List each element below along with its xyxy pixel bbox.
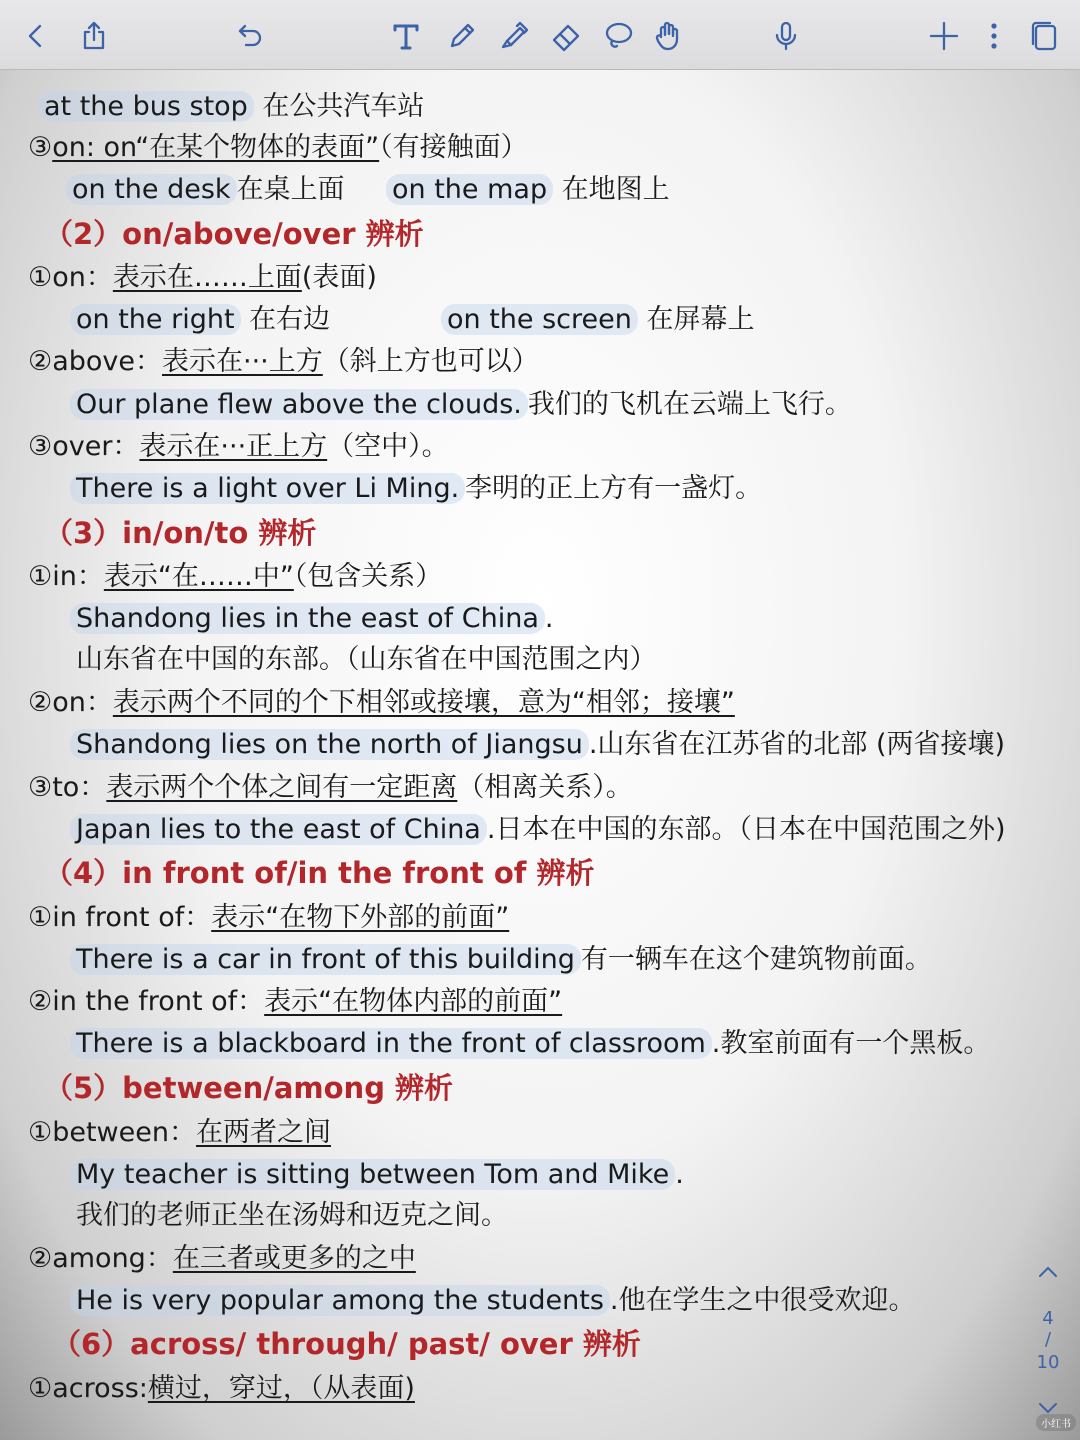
note-line: ③to：表示两个个体之间有一定距离（相离关系）。 bbox=[28, 772, 633, 803]
more-button[interactable] bbox=[976, 18, 1012, 54]
section-heading: （5）between/among 辨析 bbox=[44, 1071, 454, 1105]
note-line: ①between：在两者之间 bbox=[28, 1117, 331, 1148]
highlighter-tool-button[interactable] bbox=[496, 18, 532, 54]
note-line: There is a blackboard in the front of classroom .教室前面有一个黑板。 bbox=[76, 1027, 990, 1061]
eraser-icon bbox=[550, 20, 582, 52]
pen-tool-button[interactable] bbox=[444, 18, 480, 54]
note-line: ②in the front of：表示“在物体内部的前面” bbox=[28, 986, 563, 1017]
plus-icon bbox=[928, 20, 960, 52]
note-line: ①on：表示在……上面(表面) bbox=[28, 262, 377, 293]
text-tool-icon bbox=[390, 20, 422, 52]
section-heading: （2）on/above/over 辨析 bbox=[44, 217, 424, 251]
note-line: ①in：表示“在……中”（包含关系） bbox=[28, 561, 443, 592]
note-line: on the screen 在屏幕上 bbox=[447, 303, 754, 337]
pages-icon bbox=[1028, 20, 1060, 52]
note-line: Shandong lies on the north of Jiangsu .山东省在江苏省的北部 (两省接壤) bbox=[76, 728, 1005, 762]
more-icon bbox=[978, 20, 1010, 52]
hand-tool-button[interactable] bbox=[650, 18, 686, 54]
note-line: He is very popular among the students .他在学生之中很受欢迎。 bbox=[76, 1284, 916, 1318]
eraser-tool-button[interactable] bbox=[548, 18, 584, 54]
note-line: There is a light over Li Ming. 李明的正上方有一盏灯。 bbox=[76, 472, 762, 506]
page-total: 10 bbox=[1036, 1352, 1060, 1373]
note-line: ②among：在三者或更多的之中 bbox=[28, 1243, 416, 1274]
lasso-icon bbox=[602, 20, 634, 52]
note-line: on the right 在右边 bbox=[76, 303, 330, 337]
back-button[interactable] bbox=[18, 18, 54, 54]
section-heading: （3）in/on/to 辨析 bbox=[44, 516, 317, 550]
microphone-button[interactable] bbox=[768, 18, 804, 54]
note-line: ②on：表示两个不同的个下相邻或接壤，意为“相邻；接壤” bbox=[28, 687, 735, 718]
app-toolbar bbox=[0, 0, 1080, 70]
note-line: Shandong lies in the east of China . bbox=[76, 602, 553, 636]
page-separator: / bbox=[1044, 1329, 1052, 1350]
note-line: ②above：表示在···上方（斜上方也可以） bbox=[28, 346, 539, 377]
note-line: ①across:横过，穿过，（从表面) bbox=[28, 1373, 415, 1404]
chevron-up-icon bbox=[1038, 1266, 1058, 1278]
chevron-down-icon bbox=[1038, 1402, 1058, 1414]
undo-button[interactable] bbox=[232, 18, 268, 54]
section-heading: （6）across/ through/ past/ over 辨析 bbox=[52, 1327, 641, 1361]
chevron-left-icon bbox=[20, 20, 52, 52]
text-tool-button[interactable] bbox=[388, 18, 424, 54]
note-line: 我们的老师正坐在汤姆和迈克之间。 bbox=[76, 1200, 508, 1231]
pages-button[interactable] bbox=[1026, 18, 1062, 54]
lasso-tool-button[interactable] bbox=[600, 18, 636, 54]
note-page[interactable] bbox=[0, 70, 1080, 1440]
watermark-badge: 小红书 bbox=[1036, 1414, 1076, 1431]
highlighter-icon bbox=[498, 20, 530, 52]
note-line: There is a car in front of this building 有一辆车在这个建筑物前面。 bbox=[76, 943, 932, 977]
note-line: on the map 在地图上 bbox=[392, 173, 670, 207]
microphone-icon bbox=[770, 20, 802, 52]
note-line: Our plane flew above the clouds. 我们的飞机在云端上飞行。 bbox=[76, 388, 852, 422]
pen-icon bbox=[446, 20, 478, 52]
hand-icon bbox=[652, 20, 684, 52]
note-line: ③over：表示在···正上方（空中）。 bbox=[28, 431, 449, 462]
note-line: at the bus stop 在公共汽车站 bbox=[44, 90, 424, 124]
add-button[interactable] bbox=[926, 18, 962, 54]
prev-page-button[interactable] bbox=[1030, 1262, 1066, 1283]
note-line: on the desk 在桌上面 bbox=[72, 173, 345, 207]
section-heading: （4）in front of/in the front of 辨析 bbox=[44, 856, 595, 890]
note-line: ①in front of：表示“在物下外部的前面” bbox=[28, 902, 510, 933]
share-button[interactable] bbox=[76, 18, 112, 54]
note-line: Japan lies to the east of China .日本在中国的东部。（日本在中国范围之外) bbox=[76, 813, 1005, 847]
note-line: ③on: on“在某个物体的表面”（有接触面） bbox=[28, 132, 528, 163]
undo-icon bbox=[234, 20, 266, 52]
share-icon bbox=[78, 20, 110, 52]
page-current: 4 bbox=[1042, 1308, 1054, 1329]
note-line: My teacher is sitting between Tom and Mike . bbox=[76, 1158, 684, 1192]
note-line: 山东省在中国的东部。（山东省在中国范围之内） bbox=[76, 644, 657, 675]
